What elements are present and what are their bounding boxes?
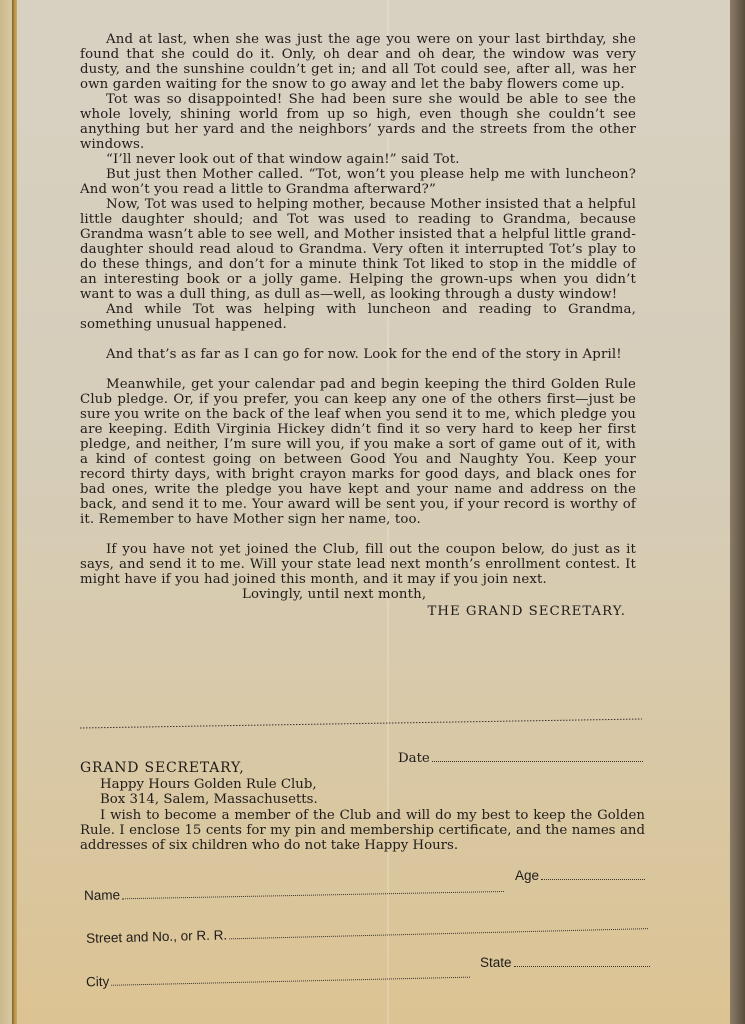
to-be-continued-note: And that’s as far as I can go for now. Look for the end of the story in April! — [106, 347, 622, 362]
state-input-line[interactable] — [514, 955, 650, 967]
street-label: Street and No., or R. R. — [85, 927, 228, 946]
coupon-address-line: Happy Hours Golden Rule Club, — [100, 777, 317, 792]
coupon-pledge-text — [80, 808, 645, 853]
story-paragraph: But just then Mother called. “Tot, won’t you please help me with luncheon? And won’t you read a little to Grandma afterward?” — [80, 167, 636, 197]
name-input-line[interactable] — [122, 880, 504, 899]
story-paragraph: Now, Tot was used to helping mother, because Mother insisted that a helpful little daughter should; and Tot was used to reading to Grandma, because Grandma wasn’t able to see well, and Mother insisted that a helpful little grand-daughter should read aloud to Grandma. Very often it interrupted Tot’s play to do these things, and don’t for a minute think Tot liked to stop in the middle of an interesting book or a jolly game. Helping the grown-ups when you didn’t want to was a dull thing, as dull as—well, as looking through a dusty window! — [80, 197, 636, 302]
story-paragraph: Tot was so disappointed! She had been sure she would be able to see the whole lovely, shining world from up so high, even though she couldn’t see anything but her yard and the neighbors’ yards and the streets from the other windows. — [80, 92, 636, 152]
city-field[interactable] — [86, 966, 470, 990]
state-field[interactable] — [480, 955, 650, 970]
coupon-pledge-body: I wish to become a member of the Club and will do my best to keep the Golden Rule. I enclose 15 cents for my pin and membership certificate, and the names and addresses of six children who do not take Happy Hours. — [80, 808, 645, 853]
story-paragraph: And at last, when she was just the age you were on your last birthday, she found that she could do it. Only, oh dear and oh dear, the window was very dusty, and the sunshine couldn’t get in; and all Tot could see, after all, was her own garden waiting for the snow to go away and let the baby flowers come up. — [80, 32, 636, 92]
name-field[interactable] — [84, 880, 504, 903]
street-field[interactable] — [86, 917, 648, 946]
city-label: City — [85, 973, 110, 990]
pledge-paragraph: Meanwhile, get your calendar pad and begin keeping the third Golden Rule Club pledge. Or, if you prefer, you can keep any one of the others first—just be sure you write on the back of the leaf when you send it to me, which pledge you are keeping. Edith Virginia Hickey didn’t find it so very hard to keep her first pledge, and neither, I’m sure will you, if you make a sort of game out of it, with a kind of contest going on between Good You and Naughty You. Keep your record thirty days, with bright crayon marks for good days, and black ones for bad ones, write the pledge you have kept and your name and address on the back, and send it to me. Your award will be sent you, if your record is worthy of it. Remember to have Mother sign her name, too. — [80, 377, 636, 527]
age-field[interactable] — [515, 868, 645, 883]
age-input-line[interactable] — [541, 868, 645, 880]
name-label: Name — [83, 887, 121, 904]
date-label: Date — [398, 751, 430, 766]
state-label: State — [480, 955, 512, 970]
date-field[interactable] — [398, 750, 643, 766]
story-paragraph: And while Tot was helping with luncheon and reading to Grandma, something unusual happened. — [80, 302, 636, 332]
age-label: Age — [515, 868, 540, 883]
coupon-address-line: Box 314, Salem, Massachusetts. — [100, 792, 318, 807]
binding-spine — [12, 0, 17, 1024]
story-paragraph: “I’ll never look out of that window again!” said Tot. — [106, 152, 460, 167]
background-shadow — [730, 0, 745, 1024]
coupon-addressee: GRAND SECRETARY, — [80, 760, 245, 776]
join-club-paragraph: If you have not yet joined the Club, fill out the coupon below, do just as it says, and send it to me. Will your state lead next month’s enrollment contest. It might have if you had joined this month, and it may if you join next. — [80, 542, 636, 587]
story-text — [80, 32, 636, 619]
date-input-line[interactable] — [432, 750, 643, 762]
city-input-line[interactable] — [111, 966, 470, 986]
closing-line: Lovingly, until next month, — [242, 587, 427, 602]
street-input-line[interactable] — [229, 917, 648, 939]
page-edge — [0, 0, 12, 1024]
coupon-cut-line — [80, 715, 642, 727]
signature: THE GRAND SECRETARY. — [427, 604, 626, 619]
